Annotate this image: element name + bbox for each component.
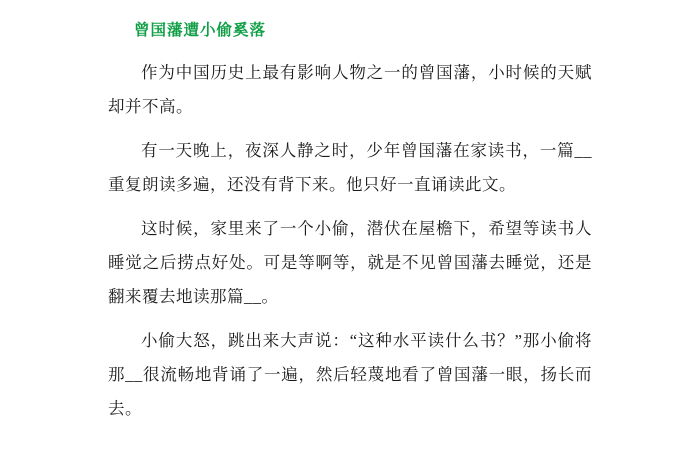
paragraph-1: 作为中国历史上最有影响人物之一的曾国藩，小时候的天赋却并不高。 [108, 63, 592, 116]
paragraph-4: 小偷大怒，跳出来大声说：“这种水平读什么书？”那小偷将那__很流畅地背诵了一遍，然后轻蔑地看了曾国藩一眼，扬长而去。 [108, 331, 592, 418]
page-title: 曾国藩遭小偷奚落 [134, 21, 267, 39]
paragraph-2: 有一天晚上，夜深人静之时，少年曾国藩在家读书，一篇__重复朗读多遍，还没有背下来。他只好一直诵读此文。 [108, 141, 592, 194]
paragraph-3: 这时候，家里来了一个小偷，潜伏在屋檐下，希望等读书人睡觉之后捞点好处。可是等啊等，就是不见曾国藩去睡觉，还是翻来覆去地读那篇__。 [108, 219, 592, 306]
